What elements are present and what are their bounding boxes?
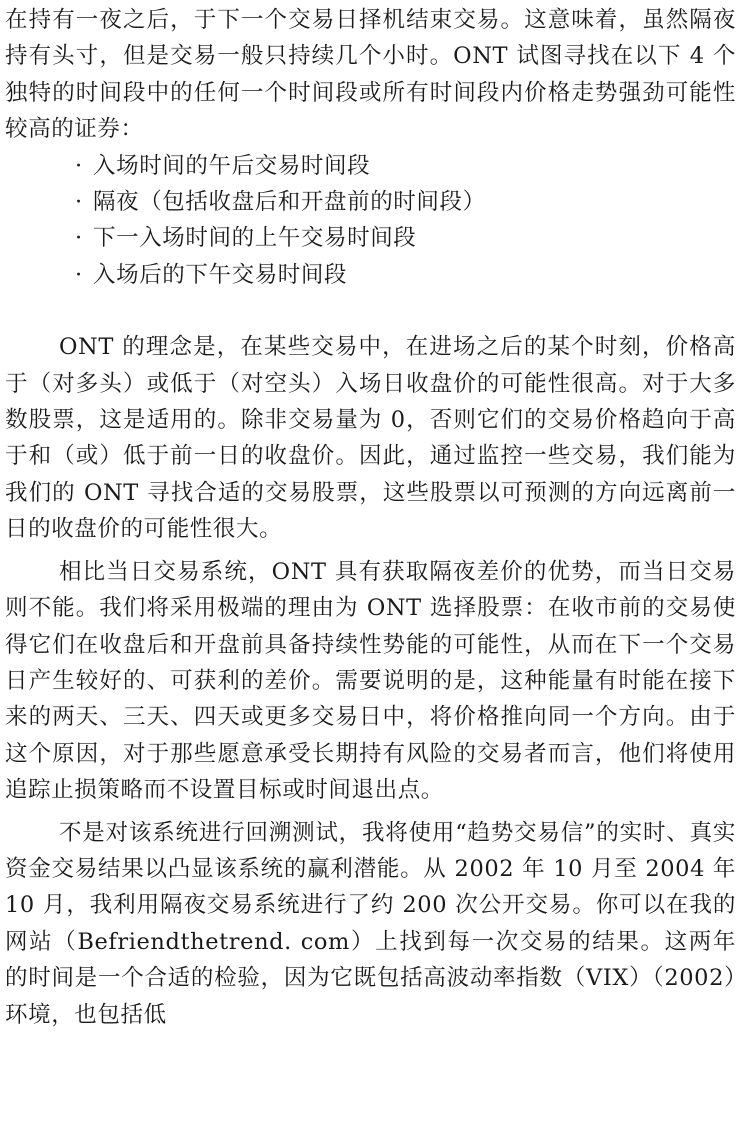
list-item-text: 下一入场时间的上午交易时间段 [93, 225, 417, 252]
section-spacer [5, 293, 736, 329]
list-item [75, 257, 736, 293]
list-item-text: 隔夜（包括收盘后和开盘前的时间段） [93, 189, 486, 216]
bullet-dot: · [75, 189, 83, 216]
paragraph-1: 在持有一夜之后，于下一个交易日择机结束交易。这意味着，虽然隔夜持有头寸，但是交易一般只持续几个小时。ONT 试图寻找在以下 4 个独特的时间段中的任何一个时间段或所有时间段内价格走势强劲可能性较高的证券： [5, 7, 736, 143]
bullet-dot: · [75, 152, 83, 179]
paragraph-3: 相比当日交易系统，ONT 具有获取隔夜差价的优势，而当日交易则不能。我们将采用极端的理由为 ONT 选择股票：在收市前的交易使得它们在收盘后和开盘前具备持续性势能的可能性，从而在下一个交易日产生较好的、可获利的差价。需要说明的是，这种能量有时能在接下来的两天、三天、四天或更多交易日中，将价格推向同一个方向。由于这个原因，对于那些愿意承受长期持有风险的交易者而言，他们将使用追踪止损策略而不设置目标或时间退出点。 [5, 558, 736, 804]
list-item-text: 入场后的下午交易时间段 [93, 261, 348, 288]
bullet-list [5, 148, 736, 294]
list-item [75, 220, 736, 256]
list-item-text: 入场时间的午后交易时间段 [93, 152, 371, 179]
bullet-dot: · [75, 261, 83, 288]
list-item [75, 184, 736, 220]
list-item [75, 148, 736, 184]
bullet-dot: · [75, 225, 83, 252]
paragraph-2: ONT 的理念是，在某些交易中，在进场之后的某个时刻，价格高于（对多头）或低于（对空头）入场日收盘价的可能性很高。对于大多数股票，这是适用的。除非交易量为 0，否则它们的交易价格趋向于高于和（或）低于前一日的收盘价。因此，通过监控一些交易，我们能为我们的 ONT 寻找合适的交易股票，这些股票以可预测的方向远离前一日的收盘价的可能性很大。 [5, 334, 736, 543]
paragraph-4: 不是对该系统进行回溯测试，我将使用“趋势交易信”的实时、真实资金交易结果以凸显该系统的赢利潜能。从 2002 年 10 月至 2004 年 10 月，我利用隔夜交易系统进行了约 200 次公开交易。你可以在我的网站（Befriendthetrend. com）上找到每一次交易的结果。这两年的时间是一个合适的检验，因为它既包括高波动率指数（VIX）（2002）环境，也包括低 [5, 819, 736, 1028]
